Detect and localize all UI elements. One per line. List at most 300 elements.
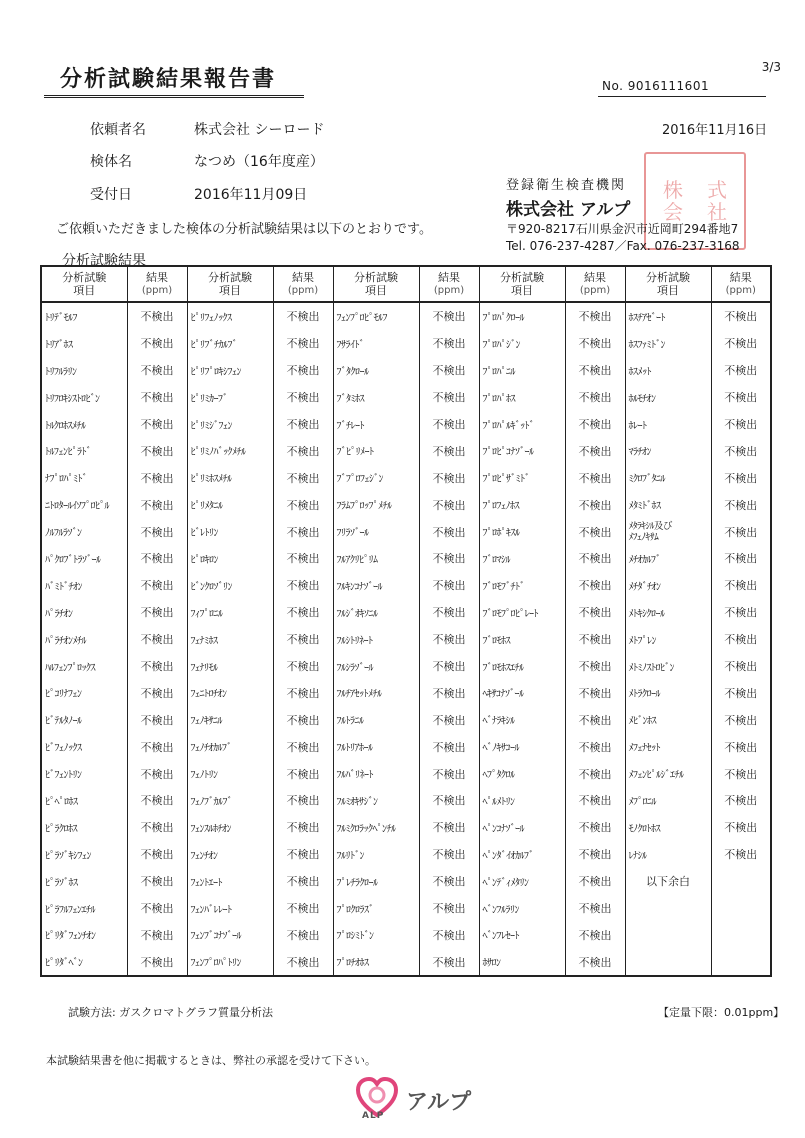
page-number: 3/3 — [761, 60, 781, 74]
compound-name: ﾄﾙｸﾛﾎｽﾒﾁﾙ — [41, 411, 127, 438]
compound-name: ﾋﾟﾘﾐｼﾞﾌｪﾝ — [187, 411, 273, 438]
result-value: 不検出 — [419, 841, 479, 868]
org-registration: 登録衛生検査機関 — [506, 178, 627, 193]
compound-name: ﾋﾞﾌｪﾉｯｸｽ — [41, 733, 127, 760]
compound-name: ﾌﾙﾐｸﾛﾗｯｸﾍﾟﾝﾁﾙ — [333, 814, 419, 841]
compound-name: ﾄﾘﾃﾞﾓﾙﾌ — [41, 302, 127, 330]
column-header-result — [565, 266, 625, 302]
table-row — [41, 787, 771, 814]
compound-name: ﾌﾙｷﾝｺﾅｿﾞｰﾙ — [333, 572, 419, 599]
report-date: 2016年11月16日 — [662, 123, 768, 138]
header-item-line2: 項目 — [657, 284, 679, 297]
compound-name: ﾋﾟﾘﾐﾎｽﾒﾁﾙ — [187, 464, 273, 491]
result-value: 不検出 — [419, 464, 479, 491]
compound-name: ﾌｪﾝﾌﾟﾛﾋﾟﾓﾙﾌ — [333, 302, 419, 330]
result-value: 不検出 — [127, 572, 187, 599]
compound-name: ﾋﾞﾌｪﾝﾄﾘﾝ — [41, 760, 127, 787]
compound-name: ﾌﾟﾛｼﾐﾄﾞﾝ — [333, 921, 419, 948]
header-item-line2: 項目 — [73, 284, 96, 297]
result-value — [711, 895, 771, 922]
compound-name: ﾋﾟﾘﾀﾞﾌｪﾝﾁｵﾝ — [41, 921, 127, 948]
result-value: 不検出 — [419, 706, 479, 733]
compound-name: ﾌﾟﾛﾊﾟｼﾞﾝ — [479, 330, 565, 357]
compound-name: ﾋﾟﾘﾒﾀﾆﾙ — [187, 491, 273, 518]
compound-name: ﾋﾟﾗｿﾞｷｼﾌｪﾝ — [41, 841, 127, 868]
logo-text: アルプ — [406, 1090, 472, 1115]
compound-name: ﾌﾙﾁｱｾｯﾄﾒﾁﾙ — [333, 679, 419, 706]
header-item-line2: 項目 — [365, 284, 387, 297]
result-value: 不検出 — [711, 706, 771, 733]
compound-name: ﾍﾌﾟﾀｸﾛﾙ — [479, 760, 565, 787]
result-value: 不検出 — [273, 302, 333, 330]
compound-name: ﾎｻﾛﾝ — [479, 948, 565, 976]
result-value: 不検出 — [273, 895, 333, 922]
compound-name: ﾍﾟﾝﾀﾞｲｵｶﾙﾌﾞ — [479, 841, 565, 868]
result-value: 不検出 — [711, 760, 771, 787]
result-value: 不検出 — [565, 302, 625, 330]
compound-name: ﾋﾟﾘﾐｶｰﾌﾞ — [187, 384, 273, 411]
compound-name: ﾒﾄﾐﾉｽﾄﾛﾋﾞﾝ — [625, 653, 711, 680]
result-value: 不検出 — [565, 545, 625, 572]
result-value: 不検出 — [127, 841, 187, 868]
result-value: 不検出 — [419, 626, 479, 653]
result-value: 不検出 — [565, 437, 625, 464]
header-result-unit: (ppm) — [433, 285, 465, 296]
result-value: 不検出 — [419, 437, 479, 464]
compound-name: ﾍﾟﾝｺﾅｿﾞｰﾙ — [479, 814, 565, 841]
compound-name: ﾍﾞﾝﾌﾙﾗﾘﾝ — [479, 895, 565, 922]
result-value: 不検出 — [127, 437, 187, 464]
table-row — [41, 572, 771, 599]
result-value: 不検出 — [711, 841, 771, 868]
table-row — [41, 518, 771, 545]
column-header-result — [127, 266, 187, 302]
sample-value: なつめ（16年度産） — [194, 154, 324, 170]
result-value: 不検出 — [273, 948, 333, 976]
compound-name: ﾌｻﾗｲﾄﾞ — [333, 330, 419, 357]
result-value: 不検出 — [565, 679, 625, 706]
result-value: 不検出 — [273, 411, 333, 438]
header-result-line1: 結果 — [729, 271, 752, 284]
column-header-result — [711, 266, 771, 302]
compound-name: ﾋﾞﾚﾄﾘﾝ — [187, 518, 273, 545]
result-value: 不検出 — [419, 733, 479, 760]
compound-name: ﾌﾞﾛﾏｼﾙ — [479, 545, 565, 572]
result-value: 不検出 — [273, 841, 333, 868]
compound-name: ﾌﾞﾛﾓﾌﾟﾛﾋﾟﾚｰﾄ — [479, 599, 565, 626]
result-value: 不検出 — [273, 653, 333, 680]
compound-name: ﾒﾀﾐﾄﾞﾎｽ — [625, 491, 711, 518]
result-value: 不検出 — [565, 921, 625, 948]
result-value: 不検出 — [565, 706, 625, 733]
result-value: 不検出 — [711, 679, 771, 706]
column-header-result — [273, 266, 333, 302]
result-value: 不検出 — [419, 921, 479, 948]
seal-char: 式 — [707, 178, 727, 202]
received-label: 受付日 — [90, 187, 132, 203]
compound-name: ﾊﾟﾗﾁｵﾝﾒﾁﾙ — [41, 626, 127, 653]
compound-name: ﾓﾉｸﾛﾄﾎｽ — [625, 814, 711, 841]
result-value: 不検出 — [419, 572, 479, 599]
result-value: 不検出 — [565, 384, 625, 411]
compound-name: ﾌﾟﾛﾌｪﾉﾎｽ — [479, 491, 565, 518]
result-value: 不検出 — [711, 572, 771, 599]
compound-name: ﾌﾘﾗｿﾞｰﾙ — [333, 518, 419, 545]
column-header-item — [479, 266, 565, 302]
compound-name — [625, 895, 711, 922]
result-value: 不検出 — [419, 679, 479, 706]
result-value: 不検出 — [419, 787, 479, 814]
result-value: 不検出 — [419, 948, 479, 976]
result-value: 不検出 — [565, 760, 625, 787]
compound-name: ﾌﾙﾄﾘｱﾎｰﾙ — [333, 733, 419, 760]
compound-name: ﾋﾟﾗﾌﾙﾌｪﾝｴﾁﾙ — [41, 895, 127, 922]
compound-name: ﾌｪﾅﾐﾎｽ — [187, 626, 273, 653]
result-value: 不検出 — [565, 411, 625, 438]
compound-name: ﾌﾟﾛﾎﾟｷｽﾙ — [479, 518, 565, 545]
result-value: 不検出 — [711, 787, 771, 814]
test-method: 試験方法: ガスクロマトグラフ質量分析法 — [68, 1006, 273, 1019]
header-result-unit: (ppm) — [725, 285, 756, 296]
compound-name: ﾋﾟﾗｿﾞﾎｽ — [41, 868, 127, 895]
result-value: 不検出 — [127, 411, 187, 438]
seal-char: 株 — [663, 178, 683, 202]
result-value: 不検出 — [273, 787, 333, 814]
table-row — [41, 302, 771, 330]
result-value: 不検出 — [127, 868, 187, 895]
result-value: 不検出 — [127, 814, 187, 841]
result-value: 不検出 — [565, 626, 625, 653]
compound-name: ﾌｪﾉﾌﾞｶﾙﾌﾞ — [187, 787, 273, 814]
column-header-result — [419, 266, 479, 302]
logo-sub: ALP — [362, 1111, 385, 1121]
header-item-line1: 分析試験 — [62, 271, 107, 284]
results-table — [40, 265, 772, 977]
result-value: 不検出 — [565, 653, 625, 680]
table-row — [41, 814, 771, 841]
result-value: 不検出 — [565, 330, 625, 357]
compound-name: ﾌｪﾝﾊﾞﾚﾚｰﾄ — [187, 895, 273, 922]
compound-name: ﾒﾀﾗｷｼﾙ及び ﾒﾌｪﾉｷｻﾑ — [625, 518, 711, 545]
result-value: 不検出 — [711, 626, 771, 653]
result-value: 不検出 — [711, 653, 771, 680]
result-value: 不検出 — [419, 814, 479, 841]
result-value: 不検出 — [419, 518, 479, 545]
compound-name: ﾌﾗﾑﾌﾟﾛｯﾌﾟﾒﾁﾙ — [333, 491, 419, 518]
compound-name: ﾋﾞﾃﾙﾀﾉｰﾙ — [41, 706, 127, 733]
header-item-line1: 分析試験 — [208, 271, 252, 284]
compound-name — [625, 948, 711, 976]
result-value: 不検出 — [127, 895, 187, 922]
compound-name: ﾒﾁﾀﾞﾁｵﾝ — [625, 572, 711, 599]
result-value: 不検出 — [565, 814, 625, 841]
compound-name: ﾎｽﾒｯﾄ — [625, 357, 711, 384]
result-value: 不検出 — [711, 357, 771, 384]
compound-name: ﾌｪﾆﾄﾛﾁｵﾝ — [187, 679, 273, 706]
result-value: 不検出 — [127, 357, 187, 384]
result-value — [711, 921, 771, 948]
result-value: 不検出 — [711, 330, 771, 357]
compound-name: ﾌﾟﾛﾁｵﾎｽ — [333, 948, 419, 976]
organization-block — [506, 174, 776, 254]
compound-name: ﾄﾘﾌﾛｷｼｽﾄﾛﾋﾞﾝ — [41, 384, 127, 411]
result-value: 不検出 — [565, 599, 625, 626]
column-header-item — [625, 266, 711, 302]
table-row — [41, 679, 771, 706]
compound-name: ﾄﾙﾌｪﾝﾋﾟﾗﾄﾞ — [41, 437, 127, 464]
column-header-item — [41, 266, 127, 302]
table-row — [41, 841, 771, 868]
compound-name: ﾌｪﾅﾘﾓﾙ — [187, 653, 273, 680]
compound-name: ﾌﾟﾚﾁﾗｸﾛｰﾙ — [333, 868, 419, 895]
result-value: 不検出 — [127, 384, 187, 411]
compound-name: ﾊﾞﾐﾄﾞﾁｵﾝ — [41, 572, 127, 599]
result-value: 不検出 — [273, 868, 333, 895]
result-value: 不検出 — [711, 437, 771, 464]
table-row — [41, 733, 771, 760]
result-value: 不検出 — [273, 518, 333, 545]
header-result-line1: 結果 — [292, 271, 314, 284]
compound-name: ﾌﾟﾛｸﾛﾗｽﾞ — [333, 895, 419, 922]
result-value: 不検出 — [127, 733, 187, 760]
table-row — [41, 626, 771, 653]
result-value: 不検出 — [127, 545, 187, 572]
org-tel: Tel. 076-237-4287／Fax. 076-237-3168 — [506, 239, 740, 253]
compound-name: ﾚﾅｼﾙ — [625, 841, 711, 868]
result-value: 不検出 — [419, 384, 479, 411]
compound-name: ﾒﾄﾌﾟﾚﾝ — [625, 626, 711, 653]
result-value: 不検出 — [127, 679, 187, 706]
compound-name: ﾌｪﾝﾄｴｰﾄ — [187, 868, 273, 895]
header-item-line1: 分析試験 — [354, 271, 398, 284]
compound-name: ﾅﾌﾟﾛﾊﾟﾐﾄﾞ — [41, 464, 127, 491]
compound-name: ﾌﾙｼﾄﾘﾈｰﾄ — [333, 626, 419, 653]
compound-name: ﾌﾙｱｸﾘﾋﾟﾘﾑ — [333, 545, 419, 572]
compound-name: ﾍﾞﾅﾗｷｼﾙ — [479, 706, 565, 733]
header-item-line2: 項目 — [219, 284, 241, 297]
table-row — [41, 599, 771, 626]
result-value: 不検出 — [711, 491, 771, 518]
result-value: 不検出 — [127, 330, 187, 357]
table-row — [41, 384, 771, 411]
compound-name: ﾆﾄﾛﾀｰﾙｲｿﾌﾟﾛﾋﾟﾙ — [41, 491, 127, 518]
table-row — [41, 760, 771, 787]
table-row — [41, 948, 771, 976]
compound-name: ﾌﾟﾛﾊﾟﾆﾙ — [479, 357, 565, 384]
compound-name: ﾌｪﾉｷｻﾆﾙ — [187, 706, 273, 733]
table-row — [41, 921, 771, 948]
result-value: 不検出 — [419, 653, 479, 680]
intro-text: ご依頼いただきました検体の分析試験結果は以下のとおりです。 — [56, 222, 432, 237]
compound-name: ﾌﾟﾛﾋﾟｻﾞﾐﾄﾞ — [479, 464, 565, 491]
compound-name: ﾎｽﾁｱｾﾞｰﾄ — [625, 302, 711, 330]
table-row — [41, 330, 771, 357]
compound-name: ﾌﾞﾀﾐﾎｽ — [333, 384, 419, 411]
org-name: 株式会社 アルプ — [506, 200, 631, 220]
result-value: 不検出 — [127, 760, 187, 787]
table-row — [41, 545, 771, 572]
table-row — [41, 706, 771, 733]
section-title: 分析試験結果 — [62, 253, 146, 269]
compound-name: ﾌﾞﾁﾚｰﾄ — [333, 411, 419, 438]
compound-name: ﾋﾟﾘﾐﾉﾊﾞｯｸﾒﾁﾙ — [187, 437, 273, 464]
compound-name: ﾍﾞﾝﾌﾚｾｰﾄ — [479, 921, 565, 948]
compound-name: ﾒﾄﾗｸﾛｰﾙ — [625, 679, 711, 706]
result-value: 不検出 — [565, 895, 625, 922]
table-row — [41, 653, 771, 680]
table-row — [41, 437, 771, 464]
compound-name: ﾍｷｻｺﾅｿﾞｰﾙ — [479, 679, 565, 706]
column-header-item — [187, 266, 273, 302]
compound-name: ﾌｪﾝﾌﾞｺﾅｿﾞｰﾙ — [187, 921, 273, 948]
header-result-line1: 結果 — [438, 271, 460, 284]
result-value: 不検出 — [711, 411, 771, 438]
seal-char: 社 — [707, 200, 727, 224]
compound-name: ﾌﾟﾛﾋﾟｺﾅｿﾞｰﾙ — [479, 437, 565, 464]
result-value: 不検出 — [273, 545, 333, 572]
table-row — [41, 464, 771, 491]
seal-char: 会 — [663, 200, 683, 224]
compound-name: ﾉﾙﾌﾙﾗｿﾞﾝ — [41, 518, 127, 545]
compound-name: ﾌﾞﾛﾓﾎｽｴﾁﾙ — [479, 653, 565, 680]
table-row — [41, 411, 771, 438]
result-value: 不検出 — [273, 921, 333, 948]
compound-name: ﾌﾞﾀｸﾛｰﾙ — [333, 357, 419, 384]
result-value: 不検出 — [419, 599, 479, 626]
compound-name: ﾌﾞﾛﾓﾌﾞﾁﾄﾞ — [479, 572, 565, 599]
table-row — [41, 357, 771, 384]
column-header-item — [333, 266, 419, 302]
compound-name — [625, 921, 711, 948]
compound-name: ﾌﾙﾄﾗﾆﾙ — [333, 706, 419, 733]
compound-name: ﾍﾟﾙﾒﾄﾘﾝ — [479, 787, 565, 814]
compound-name: ﾌﾙｼﾞｵｷｿﾆﾙ — [333, 599, 419, 626]
compound-name: ﾍﾞﾉｷｻｺｰﾙ — [479, 733, 565, 760]
compound-name: ﾌｪﾝｽﾙﾎﾁｵﾝ — [187, 814, 273, 841]
result-value: 不検出 — [565, 518, 625, 545]
sample-label: 検体名 — [90, 154, 132, 170]
result-value: 不検出 — [127, 302, 187, 330]
compound-name: ﾌﾞﾋﾟﾘﾒｰﾄ — [333, 437, 419, 464]
client-value: 株式会社 シーロード — [194, 122, 325, 138]
result-value: 不検出 — [273, 599, 333, 626]
result-value: 不検出 — [273, 491, 333, 518]
result-value: 不検出 — [127, 464, 187, 491]
result-value: 不検出 — [273, 626, 333, 653]
result-value: 不検出 — [273, 814, 333, 841]
client-label: 依頼者名 — [90, 122, 146, 138]
table-body — [41, 302, 771, 976]
compound-name: ﾌﾙﾐｵｷｻｼﾞﾝ — [333, 787, 419, 814]
result-value: 不検出 — [127, 948, 187, 976]
result-value: 不検出 — [711, 545, 771, 572]
header-result-line1: 結果 — [584, 271, 606, 284]
table-row — [41, 895, 771, 922]
compound-name: ﾌﾙﾊﾞﾘﾈｰﾄ — [333, 760, 419, 787]
table-header-row — [41, 266, 771, 302]
compound-name: ﾊﾟﾗﾁｵﾝ — [41, 599, 127, 626]
compound-name: ﾒﾌﾟﾛﾆﾙ — [625, 787, 711, 814]
header-result-unit: (ppm) — [287, 285, 319, 296]
result-value: 不検出 — [711, 464, 771, 491]
table-end-note: 以下余白 — [625, 868, 711, 895]
compound-name: ﾌｨﾌﾟﾛﾆﾙ — [187, 599, 273, 626]
compound-name: ﾐｸﾛﾌﾞﾀﾆﾙ — [625, 464, 711, 491]
compound-name: ﾌﾙｼﾗｿﾞｰﾙ — [333, 653, 419, 680]
compound-name: ﾋﾟﾘﾌｪﾉｯｸｽ — [187, 302, 273, 330]
result-value: 不検出 — [565, 464, 625, 491]
result-value: 不検出 — [419, 545, 479, 572]
compound-name: ﾌｪﾝﾁｵﾝ — [187, 841, 273, 868]
result-value: 不検出 — [565, 572, 625, 599]
compound-name: ﾌﾞﾌﾟﾛﾌｪｼﾞﾝ — [333, 464, 419, 491]
result-value: 不検出 — [711, 733, 771, 760]
compound-name: ﾒﾌｪﾅｾｯﾄ — [625, 733, 711, 760]
result-value: 不検出 — [711, 384, 771, 411]
result-value: 不検出 — [273, 384, 333, 411]
result-value: 不検出 — [127, 706, 187, 733]
disclaimer: 本試験結果書を他に掲載するときは、弊社の承認を受けて下さい。 — [46, 1054, 376, 1067]
compound-name: ﾒﾋﾞﾝﾎｽ — [625, 706, 711, 733]
result-value: 不検出 — [127, 626, 187, 653]
compound-name: ﾌｪﾉﾄﾘﾝ — [187, 760, 273, 787]
header-item-line1: 分析試験 — [500, 271, 544, 284]
result-value: 不検出 — [565, 733, 625, 760]
result-value: 不検出 — [565, 787, 625, 814]
compound-name: ﾌﾟﾛﾊﾟﾙｷﾞｯﾄﾞ — [479, 411, 565, 438]
result-value: 不検出 — [273, 733, 333, 760]
compound-name: ﾍﾟﾝﾃﾞｨﾒﾀﾘﾝ — [479, 868, 565, 895]
table-row — [41, 868, 771, 895]
result-value — [711, 868, 771, 895]
compound-name: ﾌﾟﾛﾊﾟﾎｽ — [479, 384, 565, 411]
header-result-unit: (ppm) — [141, 285, 173, 296]
org-address: 〒920-8217石川県金沢市近岡町294番地7 — [506, 222, 739, 236]
compound-name: ﾌｪﾝﾌﾟﾛﾊﾟﾄﾘﾝ — [187, 948, 273, 976]
header-item-line2: 項目 — [511, 284, 533, 297]
compound-name: ﾋﾟﾘﾌﾞﾁｶﾙﾌﾞ — [187, 330, 273, 357]
result-value: 不検出 — [419, 760, 479, 787]
compound-name: ﾏﾗﾁｵﾝ — [625, 437, 711, 464]
report-number-underline — [598, 96, 766, 97]
compound-name: ﾎﾚｰﾄ — [625, 411, 711, 438]
compound-name: ﾊﾙﾌｪﾝﾌﾟﾛｯｸｽ — [41, 653, 127, 680]
compound-name: ﾋﾟﾛｷﾛﾝ — [187, 545, 273, 572]
result-value: 不検出 — [273, 464, 333, 491]
compound-name: ﾄﾘｱﾞﾎｽ — [41, 330, 127, 357]
header-result-unit: (ppm) — [579, 285, 611, 296]
result-value: 不検出 — [711, 599, 771, 626]
compound-name: ﾎｽﾌｧﾐﾄﾞﾝ — [625, 330, 711, 357]
result-value: 不検出 — [273, 572, 333, 599]
compound-name: ﾎﾙﾓﾁｵﾝ — [625, 384, 711, 411]
compound-name: ﾒﾁｵｶﾙﾌﾞ — [625, 545, 711, 572]
result-value: 不検出 — [419, 330, 479, 357]
compound-name: ﾋﾟﾘﾌﾟﾛｷｼﾌｪﾝ — [187, 357, 273, 384]
compound-name: ﾒﾌｪﾝﾋﾟﾙｼﾞｴﾁﾙ — [625, 760, 711, 787]
compound-name: ﾌﾙﾘﾄﾞﾝ — [333, 841, 419, 868]
compound-name: ﾌｪﾉﾁｵｶﾙﾌﾞ — [187, 733, 273, 760]
result-value: 不検出 — [273, 357, 333, 384]
result-value: 不検出 — [273, 437, 333, 464]
result-value: 不検出 — [711, 518, 771, 545]
result-value: 不検出 — [565, 841, 625, 868]
compound-name: ﾋﾟﾘﾀﾞﾍﾞﾝ — [41, 948, 127, 976]
compound-name: ﾒﾄｷｼｸﾛｰﾙ — [625, 599, 711, 626]
compound-name: ﾊﾟｸﾛﾌﾞﾄﾗｿﾞｰﾙ — [41, 545, 127, 572]
result-value — [711, 948, 771, 976]
company-logo — [354, 1075, 484, 1125]
